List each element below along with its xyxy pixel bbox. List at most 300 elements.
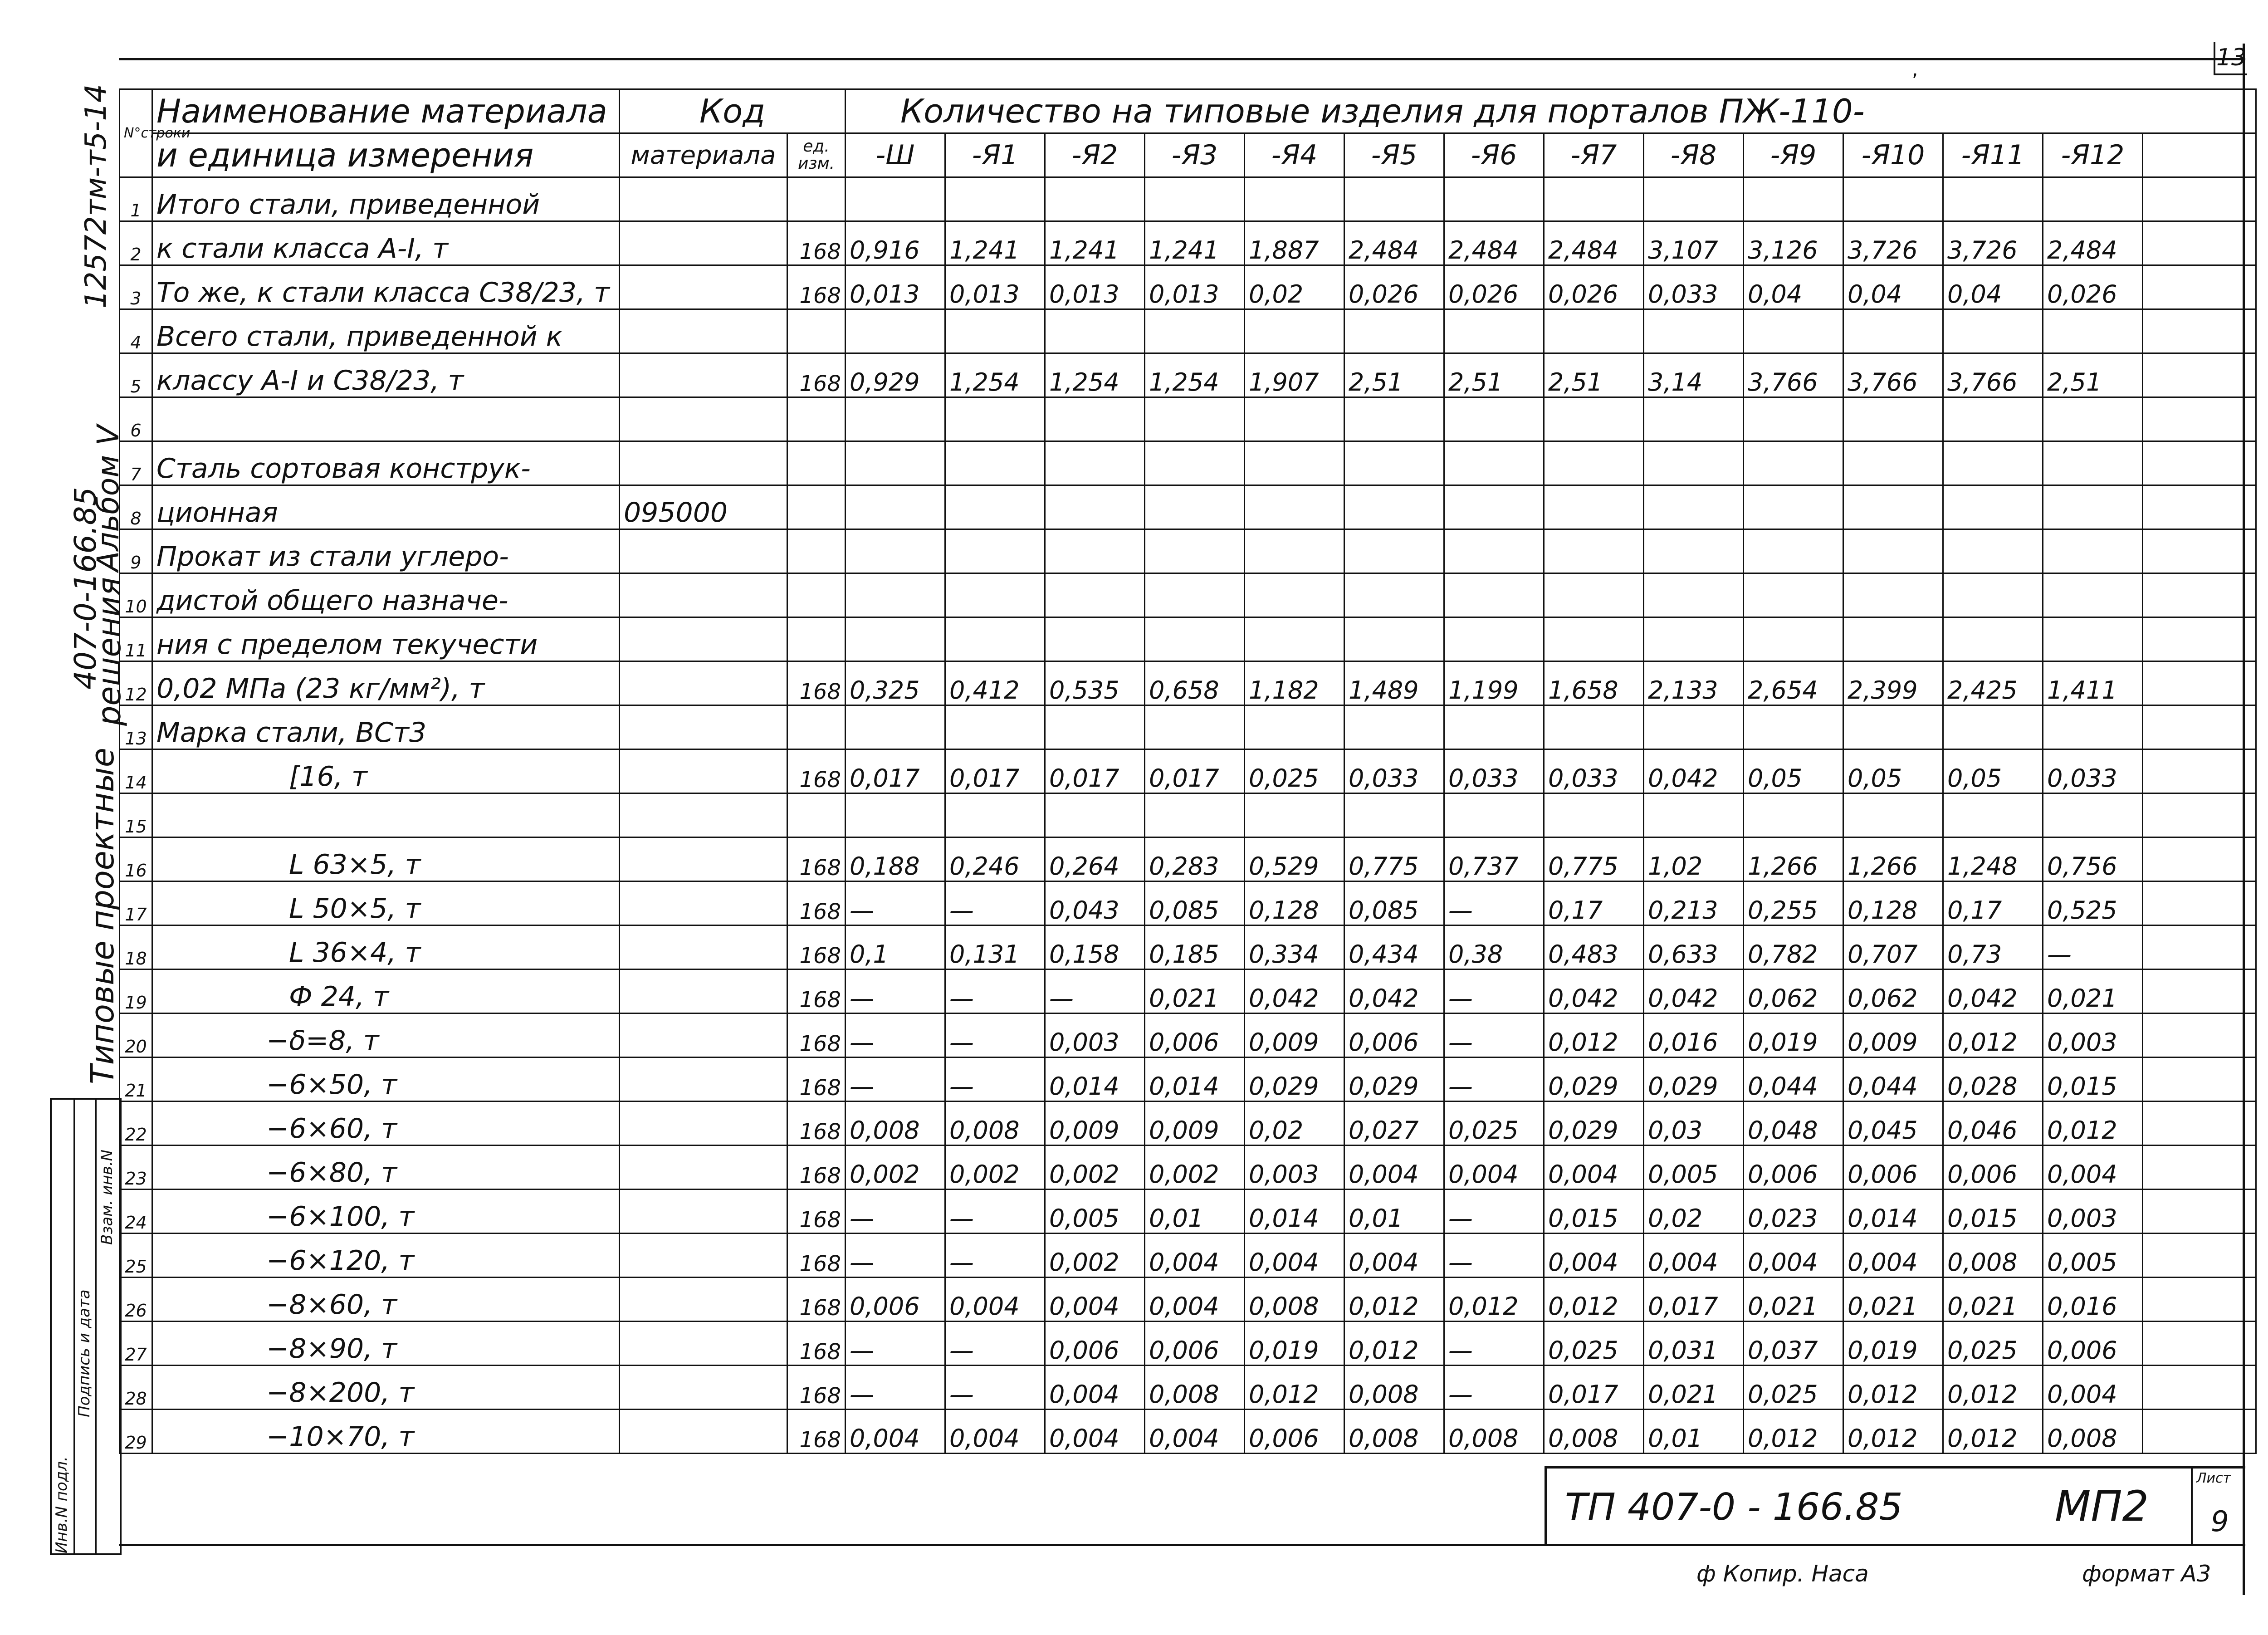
quantity-cell: 1,489 [1344, 661, 1444, 705]
quantity-cell: 0,012 [1943, 1366, 2043, 1410]
unit-code: 168 [787, 881, 846, 925]
quantity-cell [1644, 573, 1744, 617]
material-code: 095000 [620, 485, 787, 529]
unit-code [787, 177, 846, 221]
quantity-cell: 0,131 [945, 925, 1045, 969]
material-name: −δ=8, т [152, 1013, 620, 1057]
quantity-cell: 3,766 [1943, 353, 2043, 397]
material-name: −6×100, т [152, 1190, 620, 1234]
quantity-cell: 0,012 [1344, 1278, 1444, 1322]
quantity-cell [846, 177, 945, 221]
material-name: Марка стали, ВСт3 [152, 705, 620, 749]
sheet-label: Лист [2196, 1470, 2231, 1486]
quantity-cell: 0,025 [1943, 1322, 2043, 1366]
quantity-cell: 0,014 [1145, 1057, 1245, 1101]
quantity-cell: 0,062 [1744, 969, 1843, 1013]
quantity-cell [1145, 177, 1245, 221]
quantity-cell: 0,004 [1145, 1410, 1245, 1454]
quantity-cell: 2,133 [1644, 661, 1744, 705]
row-number: 29 [120, 1410, 152, 1454]
unit-code: 168 [787, 221, 846, 265]
quantity-cell: 0,004 [1145, 1278, 1245, 1322]
row-number: 28 [120, 1366, 152, 1410]
quantity-cell: 0,021 [1943, 1278, 2043, 1322]
material-code [620, 1013, 787, 1057]
quantity-cell: 0,008 [2043, 1410, 2143, 1454]
quantity-cell: 0,021 [1744, 1278, 1843, 1322]
quantity-cell [1344, 705, 1444, 749]
quantity-cell: — [945, 1013, 1045, 1057]
quantity-cell: 0,012 [1943, 1013, 2043, 1057]
quantity-cell [1843, 793, 1943, 837]
header-col-ya3: -Я3 [1145, 133, 1245, 177]
quantity-cell [1045, 617, 1145, 661]
header-col-ya8: -Я8 [1644, 133, 1744, 177]
material-code [620, 1190, 787, 1234]
quantity-cell: 0,021 [1843, 1278, 1943, 1322]
quantity-cell [1245, 705, 1344, 749]
empty-cell [2143, 1101, 2256, 1145]
quantity-cell [1744, 529, 1843, 573]
material-name: −6×120, т [152, 1234, 620, 1278]
quantity-cell [1744, 617, 1843, 661]
table-row [120, 1101, 2256, 1145]
quantity-cell [1644, 793, 1744, 837]
material-name: −8×60, т [152, 1278, 620, 1322]
table-row [120, 1145, 2256, 1190]
unit-code [787, 397, 846, 441]
title-block [1545, 1466, 2245, 1546]
unit-code: 168 [787, 1101, 846, 1145]
frame-top-line [119, 58, 2245, 60]
quantity-cell: 0,026 [1344, 265, 1444, 309]
unit-code: 168 [787, 1366, 846, 1410]
quantity-cell [1644, 441, 1744, 485]
header-col-ya4: -Я4 [1245, 133, 1344, 177]
quantity-cell: 0,019 [1245, 1322, 1344, 1366]
table-row [120, 1013, 2256, 1057]
material-code [620, 177, 787, 221]
quantity-cell [846, 485, 945, 529]
material-name: L 50×5, т [152, 881, 620, 925]
quantity-cell: 0,04 [1744, 265, 1843, 309]
quantity-cell [1145, 309, 1245, 353]
unit-code [787, 441, 846, 485]
quantity-cell [1045, 573, 1145, 617]
empty-cell [2143, 221, 2256, 265]
quantity-cell: 0,03 [1644, 1101, 1744, 1145]
quantity-cell: — [1045, 969, 1145, 1013]
header-code-unit: ед. изм. [787, 133, 846, 177]
table-row [120, 1278, 2256, 1322]
quantity-cell [2043, 177, 2143, 221]
quantity-cell: — [1444, 1057, 1544, 1101]
quantity-cell: 0,283 [1145, 837, 1245, 881]
quantity-cell: 0,005 [1644, 1145, 1744, 1190]
quantity-cell: 0,01 [1644, 1410, 1744, 1454]
material-code [620, 1057, 787, 1101]
empty-cell [2143, 265, 2256, 309]
quantity-cell: — [1444, 1322, 1544, 1366]
format-note: формат А3 [2082, 1561, 2211, 1587]
title-block-code: ТП 407-0 - 166.85 [1565, 1486, 1903, 1529]
quantity-cell: 0,213 [1644, 881, 1744, 925]
quantity-cell: 0,04 [1943, 265, 2043, 309]
quantity-cell: 0,042 [1644, 969, 1744, 1013]
margin-solutions: решения [91, 577, 128, 726]
quantity-cell: 0,029 [1245, 1057, 1344, 1101]
quantity-cell: 0,029 [1344, 1057, 1444, 1101]
quantity-cell [1245, 177, 1344, 221]
quantity-cell: 1,887 [1245, 221, 1344, 265]
quantity-cell [1644, 397, 1744, 441]
quantity-cell: 2,484 [1344, 221, 1444, 265]
header-col-ya7: -Я7 [1544, 133, 1644, 177]
table-row [120, 353, 2256, 397]
header-col-ya12: -Я12 [2043, 133, 2143, 177]
quantity-cell: 0,002 [1045, 1234, 1145, 1278]
unit-code: 168 [787, 749, 846, 793]
quantity-cell: 0,045 [1843, 1101, 1943, 1145]
quantity-cell: 0,01 [1145, 1190, 1245, 1234]
unit-code: 168 [787, 1057, 846, 1101]
quantity-cell: 2,399 [1843, 661, 1943, 705]
quantity-cell: 0,033 [1444, 749, 1544, 793]
quantity-cell: 0,004 [1744, 1234, 1843, 1278]
row-number: 3 [120, 265, 152, 309]
row-number: 7 [120, 441, 152, 485]
empty-cell [2143, 1190, 2256, 1234]
quantity-cell: 0,033 [1344, 749, 1444, 793]
row-number: 1 [120, 177, 152, 221]
quantity-cell [1744, 309, 1843, 353]
quantity-cell: 0,334 [1245, 925, 1344, 969]
quantity-cell [1145, 397, 1245, 441]
quantity-cell: 1,241 [945, 221, 1045, 265]
quantity-cell: 0,046 [1943, 1101, 2043, 1145]
quantity-cell [1245, 309, 1344, 353]
quantity-cell [2043, 793, 2143, 837]
empty-cell [2143, 573, 2256, 617]
quantity-cell: 1,241 [1145, 221, 1245, 265]
quantity-cell [945, 177, 1045, 221]
header-name-line2: и единица измерения [152, 133, 620, 177]
quantity-cell: 0,775 [1544, 837, 1644, 881]
quantity-cell: 0,525 [2043, 881, 2143, 925]
quantity-cell [1544, 441, 1644, 485]
quantity-cell [1145, 793, 1245, 837]
quantity-cell: 0,044 [1843, 1057, 1943, 1101]
material-code [620, 221, 787, 265]
material-code [620, 441, 787, 485]
quantity-cell [1045, 529, 1145, 573]
quantity-cell [1744, 397, 1843, 441]
quantity-cell [1544, 529, 1644, 573]
material-name: Итого стали, приведенной [152, 177, 620, 221]
quantity-cell: 0,006 [1245, 1410, 1344, 1454]
quantity-cell: 0,17 [1943, 881, 2043, 925]
margin-stamp-box [50, 1098, 122, 1555]
material-code [620, 969, 787, 1013]
quantity-cell [1245, 793, 1344, 837]
material-code [620, 1410, 787, 1454]
empty-cell [2143, 1234, 2256, 1278]
quantity-cell [1145, 485, 1245, 529]
quantity-cell: 0,016 [1644, 1013, 1744, 1057]
quantity-cell: 0,004 [1045, 1278, 1145, 1322]
quantity-cell: 0,003 [2043, 1013, 2143, 1057]
header-col-sh: -Ш [846, 133, 945, 177]
quantity-cell: 0,023 [1744, 1190, 1843, 1234]
unit-code: 168 [787, 925, 846, 969]
quantity-cell: — [1444, 1190, 1544, 1234]
header-row-1 [120, 89, 2256, 133]
sheet-number: 9 [2211, 1505, 2229, 1538]
quantity-cell: 0,128 [1245, 881, 1344, 925]
quantity-cell: 0,264 [1045, 837, 1145, 881]
quantity-cell: 0,006 [846, 1278, 945, 1322]
material-name [152, 397, 620, 441]
quantity-cell: 1,658 [1544, 661, 1644, 705]
material-code [620, 1322, 787, 1366]
empty-cell [2143, 529, 2256, 573]
quantity-cell: 2,51 [1544, 353, 1644, 397]
quantity-cell: 0,026 [2043, 265, 2143, 309]
quantity-cell [1145, 617, 1245, 661]
table-row [120, 881, 2256, 925]
quantity-cell: 0,042 [1344, 969, 1444, 1013]
quantity-cell: 0,004 [846, 1410, 945, 1454]
quantity-cell [1045, 485, 1145, 529]
row-number: 24 [120, 1190, 152, 1234]
unit-code: 168 [787, 265, 846, 309]
material-code [620, 1234, 787, 1278]
quantity-cell: 0,012 [1843, 1366, 1943, 1410]
quantity-cell: 0,044 [1744, 1057, 1843, 1101]
empty-cell [2143, 1410, 2256, 1454]
quantity-cell: 0,012 [1544, 1278, 1644, 1322]
quantity-cell: 0,004 [1045, 1410, 1145, 1454]
quantity-cell: 0,012 [2043, 1101, 2143, 1145]
material-code [620, 529, 787, 573]
quantity-cell [1544, 309, 1644, 353]
quantity-cell: 0,1 [846, 925, 945, 969]
quantity-cell: 0,004 [945, 1410, 1045, 1454]
material-name: Ф 24, т [152, 969, 620, 1013]
quantity-cell [1344, 485, 1444, 529]
material-code [620, 793, 787, 837]
quantity-cell: 0,033 [1544, 749, 1644, 793]
quantity-cell [945, 529, 1045, 573]
quantity-cell: 3,766 [1744, 353, 1843, 397]
quantity-cell: 0,012 [1843, 1410, 1943, 1454]
quantity-cell: 2,654 [1744, 661, 1843, 705]
stamp-replaced-inv: Взам. инв.N [98, 1149, 116, 1245]
quantity-cell: — [846, 1322, 945, 1366]
empty-cell [2143, 177, 2256, 221]
table-row [120, 749, 2256, 793]
table-row [120, 265, 2256, 309]
material-name: Сталь сортовая конструк- [152, 441, 620, 485]
quantity-cell: 0,05 [1843, 749, 1943, 793]
material-name: [16, т [152, 749, 620, 793]
quantity-cell: 0,026 [1444, 265, 1544, 309]
quantity-cell: 0,004 [1444, 1145, 1544, 1190]
quantity-cell: 0,633 [1644, 925, 1744, 969]
quantity-cell [945, 705, 1045, 749]
quantity-cell: 0,029 [1644, 1057, 1744, 1101]
unit-code [787, 309, 846, 353]
quantity-cell: 0,006 [1943, 1145, 2043, 1190]
table-row [120, 485, 2256, 529]
quantity-cell: 0,021 [1145, 969, 1245, 1013]
material-code [620, 661, 787, 705]
quantity-cell: 0,062 [1843, 969, 1943, 1013]
stamp-signature-date: Подпись и дата [75, 1289, 93, 1417]
quantity-cell [1045, 397, 1145, 441]
quantity-cell [1843, 705, 1943, 749]
quantity-cell [846, 441, 945, 485]
empty-cell [2143, 1145, 2256, 1190]
quantity-cell: 0,013 [1145, 265, 1245, 309]
quantity-cell [1344, 617, 1444, 661]
quantity-cell [1344, 441, 1444, 485]
empty-cell [2143, 881, 2256, 925]
quantity-cell [2043, 397, 2143, 441]
quantity-cell [1045, 309, 1145, 353]
material-name: к стали класса А-I, т [152, 221, 620, 265]
quantity-cell: 0,185 [1145, 925, 1245, 969]
quantity-cell: 0,008 [1344, 1366, 1444, 1410]
quantity-cell: 0,043 [1045, 881, 1145, 925]
sheet-corner-number: 13 [2214, 42, 2247, 75]
quantity-cell: 0,013 [846, 265, 945, 309]
row-number: 4 [120, 309, 152, 353]
quantity-cell: 1,254 [1045, 353, 1145, 397]
quantity-cell: 0,05 [1744, 749, 1843, 793]
table-body [120, 177, 2256, 1454]
quantity-cell [1644, 529, 1744, 573]
quantity-cell: 0,005 [2043, 1234, 2143, 1278]
material-name: −6×80, т [152, 1145, 620, 1190]
quantity-cell: 0,033 [2043, 749, 2143, 793]
material-code [620, 1101, 787, 1145]
quantity-cell: 0,025 [1544, 1322, 1644, 1366]
header-code-material: материала [620, 133, 787, 177]
quantity-cell: — [1444, 969, 1544, 1013]
row-number: 2 [120, 221, 152, 265]
header-col-ya5: -Я5 [1344, 133, 1444, 177]
quantity-cell: 0,017 [1644, 1278, 1744, 1322]
quantity-cell: 0,013 [1045, 265, 1145, 309]
header-name-line1: Наименование материала [152, 89, 620, 133]
quantity-cell: 1,411 [2043, 661, 2143, 705]
quantity-cell [1943, 397, 2043, 441]
quantity-cell [1943, 705, 2043, 749]
empty-cell [2143, 925, 2256, 969]
material-name: Прокат из стали углеро- [152, 529, 620, 573]
empty-cell [2143, 969, 2256, 1013]
material-code [620, 705, 787, 749]
quantity-cell [1943, 441, 2043, 485]
material-code [620, 837, 787, 881]
quantity-cell: 2,425 [1943, 661, 2043, 705]
quantity-cell [945, 573, 1045, 617]
header-col-ya1: -Я1 [945, 133, 1045, 177]
row-number: 12 [120, 661, 152, 705]
quantity-cell: 0,008 [1145, 1366, 1245, 1410]
quantity-cell: 0,033 [1644, 265, 1744, 309]
quantity-cell: 0,02 [1245, 1101, 1344, 1145]
quantity-cell: 0,483 [1544, 925, 1644, 969]
quantity-cell [1544, 177, 1644, 221]
quantity-cell [1843, 177, 1943, 221]
row-number: 21 [120, 1057, 152, 1101]
quantity-cell [1245, 617, 1344, 661]
row-number: 6 [120, 397, 152, 441]
quantity-cell: 0,014 [1843, 1190, 1943, 1234]
header-row-2 [120, 133, 2256, 177]
quantity-cell: 3,126 [1744, 221, 1843, 265]
quantity-cell: 2,484 [1444, 221, 1544, 265]
quantity-cell [2043, 529, 2143, 573]
quantity-cell: 0,012 [1744, 1410, 1843, 1454]
margin-project-code: 407-0-166.85 [68, 487, 103, 690]
material-name: классу А-I и С38/23, т [152, 353, 620, 397]
quantity-cell: — [945, 969, 1045, 1013]
table-row [120, 309, 2256, 353]
quantity-cell: 0,008 [1943, 1234, 2043, 1278]
header-col-ya9: -Я9 [1744, 133, 1843, 177]
unit-code [787, 793, 846, 837]
quantity-cell: 0,008 [846, 1101, 945, 1145]
quantity-cell [945, 793, 1045, 837]
quantity-cell [846, 793, 945, 837]
quantity-cell [1843, 441, 1943, 485]
row-number: 8 [120, 485, 152, 529]
table-row [120, 221, 2256, 265]
empty-cell [2143, 837, 2256, 881]
quantity-cell: — [846, 1057, 945, 1101]
unit-code [787, 485, 846, 529]
row-number: 5 [120, 353, 152, 397]
material-code [620, 309, 787, 353]
quantity-cell: 0,02 [1644, 1190, 1744, 1234]
quantity-cell: 0,025 [1245, 749, 1344, 793]
row-number: 19 [120, 969, 152, 1013]
quantity-cell: 0,412 [945, 661, 1045, 705]
material-code [620, 265, 787, 309]
quantity-cell: 0,006 [1344, 1013, 1444, 1057]
margin-typical-projects: Типовые проектные [84, 748, 121, 1084]
quantity-cell: 1,266 [1843, 837, 1943, 881]
quantity-cell: 0,434 [1344, 925, 1444, 969]
quantity-cell: — [1444, 881, 1544, 925]
margin-album: Альбом V [91, 425, 126, 572]
quantity-cell: 3,14 [1644, 353, 1744, 397]
tick-mark: , [1912, 58, 1918, 80]
unit-code: 168 [787, 1190, 846, 1234]
quantity-cell: 0,246 [945, 837, 1045, 881]
quantity-cell: 0,006 [1145, 1013, 1245, 1057]
header-col-ya10: -Я10 [1843, 133, 1943, 177]
material-code [620, 1278, 787, 1322]
empty-cell [2143, 793, 2256, 837]
quantity-cell [1344, 177, 1444, 221]
quantity-cell: 0,004 [1843, 1234, 1943, 1278]
unit-code: 168 [787, 661, 846, 705]
material-code [620, 353, 787, 397]
